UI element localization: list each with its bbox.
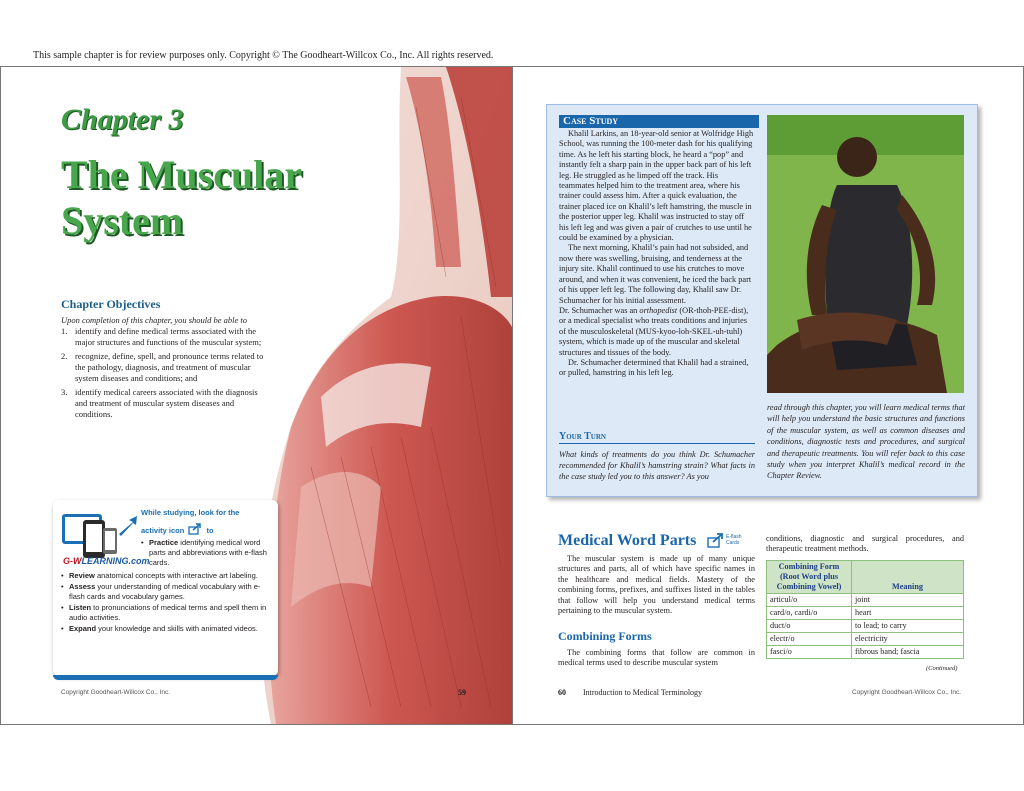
left-footer: Copyright Goodheart-Willcox Co., Inc. <box>61 689 171 696</box>
combining-forms-table <box>766 560 964 659</box>
case-paragraph: Dr. Schumacher determined that Khalil had a strained, or pulled, hamstring in his left leg. <box>559 357 749 378</box>
activity-item: • Practice identifying medical word parts and abbreviations with e-flash cards. <box>141 538 271 568</box>
book-spread <box>0 66 1024 725</box>
combining-forms-text: The combining forms that follow are common in medical terms used to describe muscular system <box>558 648 755 668</box>
chapter-label: Chapter 3 <box>61 103 184 136</box>
combining-forms-continued-text: conditions, diagnostic and surgical procedures, and therapeutic treatment methods. <box>766 534 964 554</box>
devices-icon <box>61 512 139 560</box>
objective-item: 1. identify and define medical terms associated with the major structures and functions of the muscular system; <box>61 326 262 347</box>
continued-label: (Continued) <box>926 665 958 672</box>
activity-item: • Expand your knowledge and skills with animated videos. <box>61 624 271 634</box>
left-page-number: 59 <box>458 688 466 697</box>
medical-word-parts-text: The muscular system is made up of many unique structures and parts, all of which have specific names in the healthcare and medical fields. Mastery of the combining forms, prefixes, and suffixes listed in the tables that follow will help you understand medical terms pertaining to the muscular system. <box>558 554 755 616</box>
your-turn-text: What kinds of treatments do you think Dr. Schumacher recommended for Khalil’s hamstring strain? What facts in the case study led you to this answer? As you <box>559 450 755 481</box>
case-paragraph: The next morning, Khalil’s pain had not subsided, and now there was swelling, bruising, and tenderness at the injury site. Khalil continued to use his crutches to move around, and when it was convenient, he iced the back part of his upper left leg. The following day, Khalil saw Dr. Schumacher for his initial assessment. <box>559 243 752 305</box>
table-header-meaning: Meaning <box>852 561 964 594</box>
objectives-list <box>61 326 266 423</box>
activity-list <box>61 571 271 635</box>
case-study-box <box>546 104 978 497</box>
activity-box-bar <box>53 675 278 680</box>
study-line-1: While studying, look for the <box>141 508 240 517</box>
left-page <box>1 67 513 724</box>
study-line-2: activity icon to <box>141 521 214 535</box>
right-footer: Copyright Goodheart-Willcox Co., Inc. <box>852 689 962 696</box>
running-head: Introduction to Medical Terminology <box>583 688 703 697</box>
combining-forms-heading: Combining Forms <box>558 629 652 643</box>
right-page <box>513 67 1023 724</box>
objective-item: 2. recognize, define, spell, and pronounce terms related to the pathology, diagnosis, and treatment of muscular system diseases and conditions; and <box>61 351 264 383</box>
gw-learning-logo: G-WLEARNING.com <box>63 556 150 566</box>
objective-item: 3. identify medical careers associated with the diagnosis and treatment of muscular system diseases and conditions. <box>61 387 258 419</box>
chapter-title-line2: System <box>61 198 184 243</box>
case-paragraph: Khalil Larkins, an 18-year-old senior at Wolfridge High School, was running the 100-meter dash for his qualifying time. As he left his starting block, he heard a “pop” and instantly felt a sharp pain in the upper back part of his left leg. He struggled as he limped off the track. His teammates helped him to the treatment area, where his trainer could assess him. After a quick evaluation, the trainer placed ice on Khalil’s left hamstring, the muscle in the posterior upper leg. Khalil was instructed to stay off his left leg and was given a pair of crutches to use until he could be examined by a physician. <box>559 129 754 243</box>
activity-list-top <box>141 538 271 569</box>
eflash-label[interactable]: E-flash Cards <box>726 534 742 546</box>
table-row: fasci/o fibrous band; fascia <box>767 646 964 659</box>
chapter-title-line1: The Muscular <box>61 152 303 197</box>
your-turn-heading: Your Turn <box>559 431 755 444</box>
activity-item: • Assess your understanding of medical vocabulary with e-flash cards and vocabulary games. <box>61 582 271 602</box>
activity-box <box>53 500 278 676</box>
activity-item: • Review anatomical concepts with interactive art labeling. <box>61 571 271 581</box>
table-header-form: Combining Form (Root Word plus Combining Vowel) <box>767 561 852 594</box>
eflash-cards-icon[interactable] <box>707 533 725 548</box>
activity-icon <box>188 523 202 535</box>
table-row: card/o, cardi/o heart <box>767 607 964 620</box>
table-row: articul/o joint <box>767 594 964 607</box>
your-turn-text-continued: read through this chapter, you will learn medical terms that will help you understand the basic structures and functions of the muscular system, as well as common diseases and conditions, diagnostic tests and procedures, and surgical and therapeutic treatments. You will refer back to this case study when you interpret Khalil’s medical record in the Chapter Review. <box>767 403 965 481</box>
case-study-text <box>559 129 755 379</box>
medical-word-parts-heading: Medical Word Parts <box>558 532 697 549</box>
right-page-number: 60 <box>558 688 566 697</box>
case-paragraph: Dr. Schumacher was an orthopedist (OR-thoh-PEE-dist), or a medical specialist who treats conditions and injuries of the musculoskeletal (MUS-kyoo-loh-SKEL-uh-tuhl) system, which is made up of the muscular and skeletal structures and tissues of the body. <box>559 305 749 357</box>
objectives-heading: Chapter Objectives <box>61 297 161 311</box>
activity-item: • Listen to pronunciations of medical terms and spell them in audio activities. <box>61 603 271 623</box>
table-row: electr/o electricity <box>767 633 964 646</box>
objectives-intro: Upon completion of this chapter, you should be able to <box>61 315 248 325</box>
case-study-title: Case Study <box>559 115 759 128</box>
review-notice: This sample chapter is for review purposes only. Copyright © The Goodheart-Willcox Co., Inc. All rights reserved. <box>33 50 494 61</box>
table-row: duct/o to lead; to carry <box>767 620 964 633</box>
athlete-photo <box>767 115 964 393</box>
